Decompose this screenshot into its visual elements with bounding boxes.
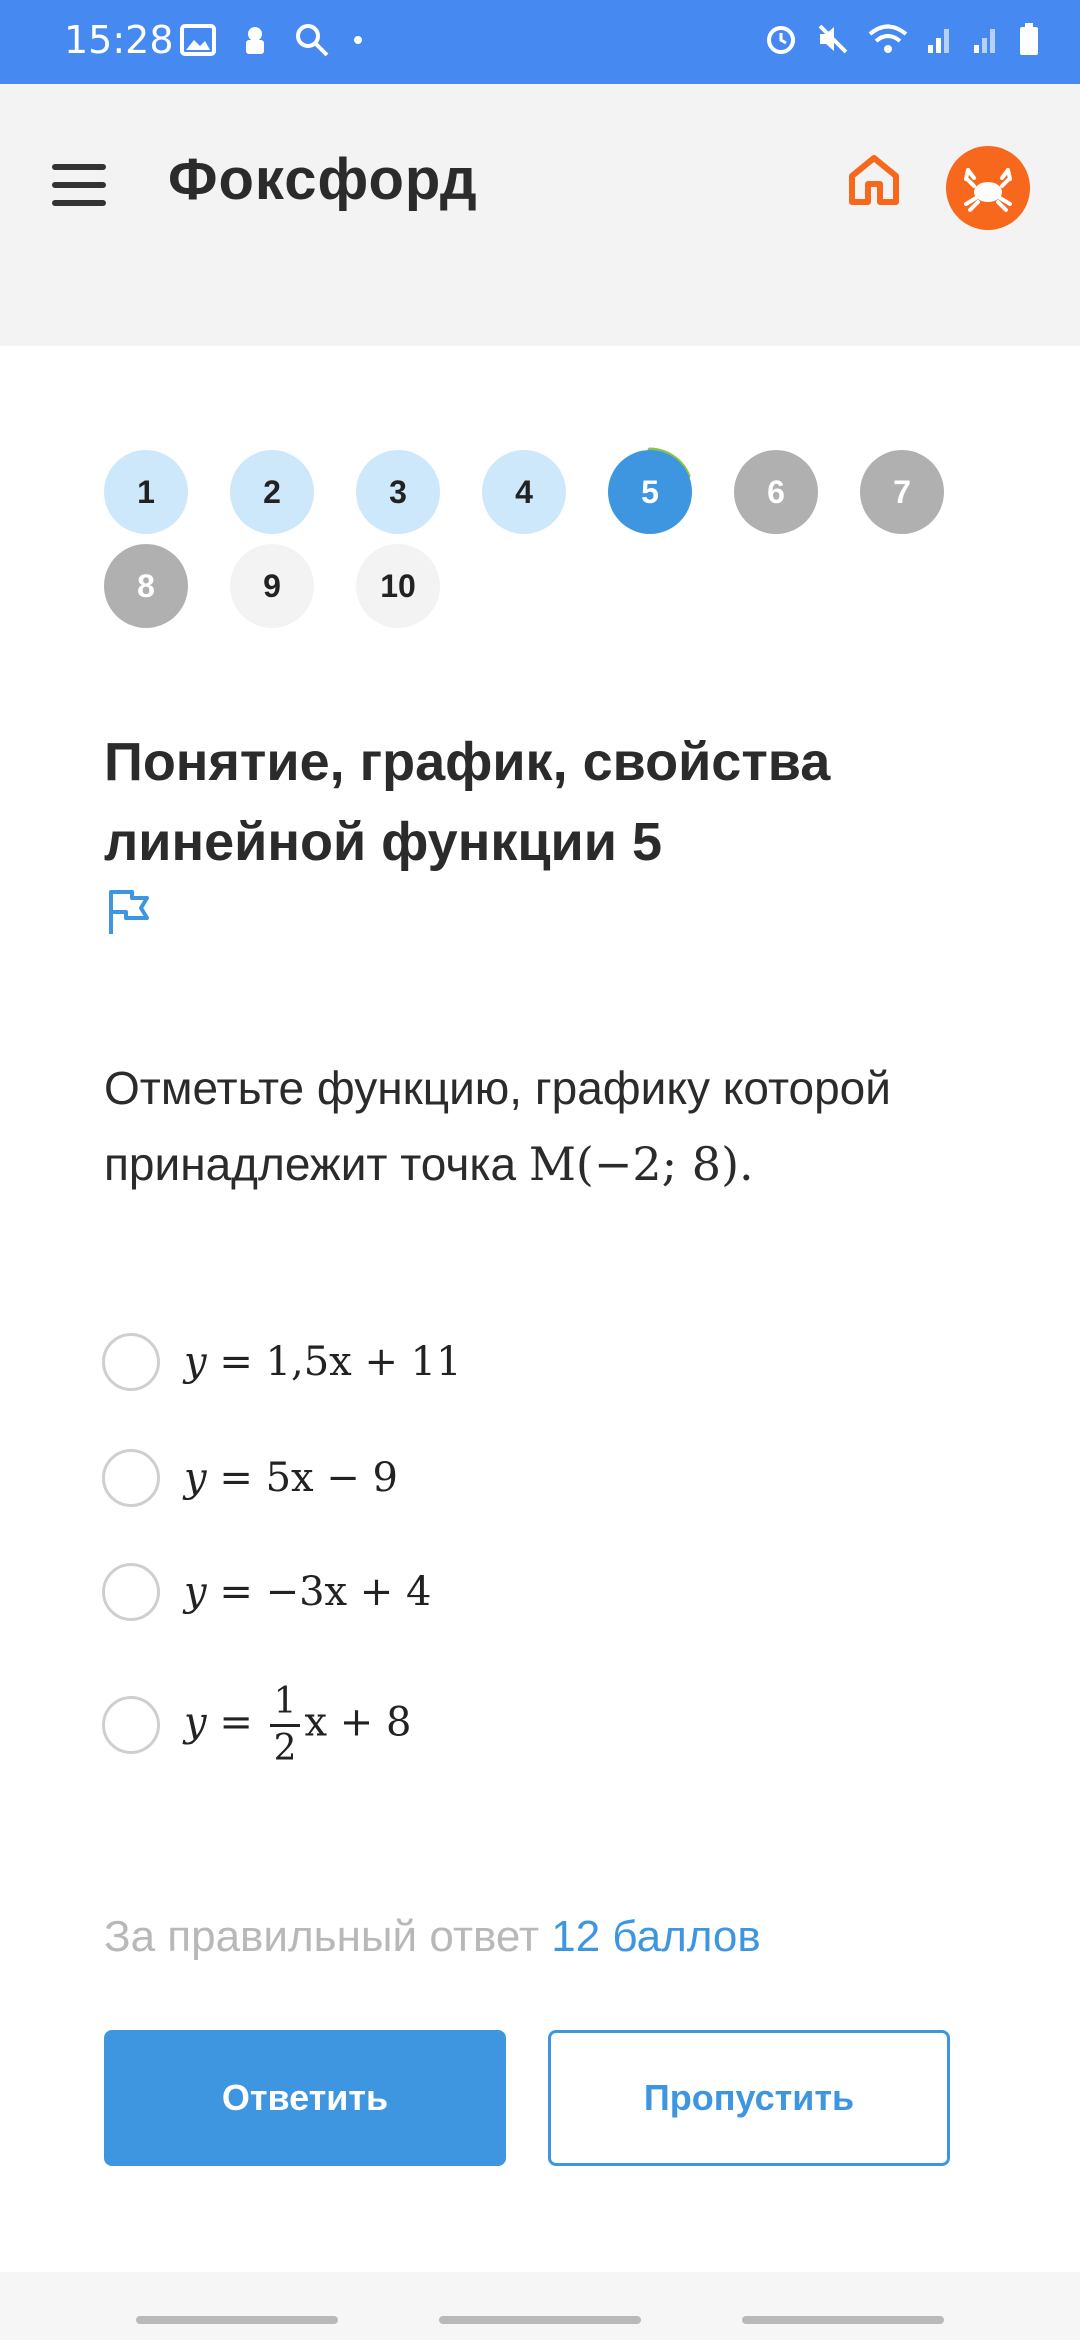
answer-button[interactable]: Ответить <box>104 2030 506 2166</box>
step-5-wrapper <box>608 450 692 534</box>
dot-icon <box>352 34 364 46</box>
menu-button[interactable] <box>52 164 106 210</box>
signal-icon <box>972 23 1000 55</box>
formula-lhs: y <box>184 1455 207 1501</box>
avatar[interactable] <box>946 146 1030 230</box>
question-text <box>104 1050 1004 1202</box>
formula-eq: = <box>206 1455 266 1501</box>
question-body: Отметьте функцию, графику которой принадлежит точка <box>104 1062 891 1190</box>
fraction-denominator: 2 <box>273 1727 297 1769</box>
step-10[interactable]: 10 <box>356 544 440 628</box>
formula-eq: = <box>206 1699 266 1745</box>
status-bar <box>0 0 1080 84</box>
nav-handle-right[interactable] <box>742 2316 944 2324</box>
step-5[interactable]: 5 <box>608 450 692 534</box>
option-formula <box>184 1339 462 1385</box>
answer-option-1[interactable] <box>102 1332 462 1392</box>
android-icon <box>238 23 272 57</box>
step-8[interactable]: 8 <box>104 544 188 628</box>
step-1[interactable]: 1 <box>104 450 188 534</box>
formula-lhs: y <box>184 1699 207 1745</box>
step-3[interactable]: 3 <box>356 450 440 534</box>
app-header <box>0 84 1080 346</box>
answer-option-2[interactable] <box>102 1448 398 1508</box>
reward-value: 12 баллов <box>551 1912 761 1961</box>
formula-rhs: −3x + 4 <box>265 1569 432 1615</box>
search-icon <box>294 22 330 58</box>
step-9[interactable]: 9 <box>230 544 314 628</box>
alarm-icon <box>764 22 798 56</box>
option-formula <box>184 1680 411 1771</box>
app-title: Фоксфорд <box>168 147 478 212</box>
formula-lhs: y <box>184 1569 207 1615</box>
step-7[interactable]: 7 <box>860 450 944 534</box>
fraction <box>270 1680 301 1771</box>
nav-handle-center[interactable] <box>439 2316 641 2324</box>
nav-handle-left[interactable] <box>136 2316 338 2324</box>
formula-rhs: 1,5x + 11 <box>265 1339 462 1385</box>
lesson-title: Понятие, график, свойства линейной функции 5 <box>104 732 831 872</box>
flag-icon[interactable] <box>106 888 152 936</box>
step-4[interactable]: 4 <box>482 450 566 534</box>
option-formula <box>184 1455 398 1501</box>
image-icon <box>180 24 216 56</box>
signal-icon <box>926 23 954 55</box>
answer-option-4[interactable] <box>102 1680 412 1769</box>
formula-rhs: x + 8 <box>304 1699 412 1745</box>
step-6[interactable]: 6 <box>734 450 818 534</box>
menu-line <box>52 182 106 188</box>
formula-eq: = <box>206 1339 266 1385</box>
radio-button[interactable] <box>102 1449 160 1507</box>
formula-lhs: y <box>184 1339 207 1385</box>
status-right-icons <box>764 22 1040 56</box>
crab-icon <box>946 146 1030 230</box>
status-left-icons <box>180 22 364 58</box>
formula-eq: = <box>206 1569 266 1615</box>
system-nav-bar <box>0 2272 1080 2340</box>
radio-button[interactable] <box>102 1563 160 1621</box>
home-icon[interactable] <box>846 152 902 208</box>
option-formula <box>184 1569 431 1615</box>
answer-option-3[interactable] <box>102 1562 431 1622</box>
formula-rhs: 5x − 9 <box>265 1455 398 1501</box>
step-2[interactable]: 2 <box>230 450 314 534</box>
menu-line <box>52 200 106 206</box>
wifi-icon <box>868 23 908 55</box>
skip-button[interactable]: Пропустить <box>548 2030 950 2166</box>
radio-button[interactable] <box>102 1696 160 1754</box>
question-point: M(−2; 8). <box>528 1137 754 1191</box>
battery-icon <box>1018 22 1040 56</box>
reward-text <box>104 1912 761 1962</box>
reward-prefix: За правильный ответ <box>104 1912 540 1961</box>
status-time: 15:28 <box>64 18 174 62</box>
mute-icon <box>816 22 850 56</box>
radio-button[interactable] <box>102 1333 160 1391</box>
fraction-numerator: 1 <box>270 1680 301 1727</box>
menu-line <box>52 164 106 170</box>
